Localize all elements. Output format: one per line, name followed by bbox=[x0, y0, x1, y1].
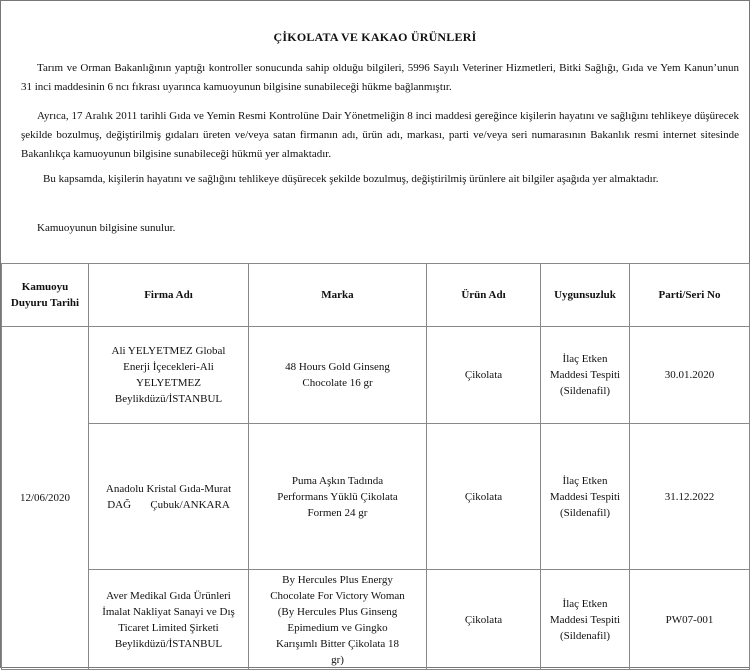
table-row bbox=[2, 424, 750, 570]
table-header-row bbox=[2, 264, 750, 327]
header-nonconformity: Uygunsuzluk bbox=[541, 264, 630, 327]
firm-cell: Aver Medikal Gıda Ürünleri İmalat Nakliyat Sanayi ve Dış Ticaret Limited Şirketi Beylikdüzü/İSTANBUL bbox=[89, 570, 249, 670]
announcement-date-cell: 12/06/2020 bbox=[2, 327, 89, 670]
firm-cell: Ali YELYETMEZ Global Enerji İçecekleri-Ali YELYETMEZ Beylikdüzü/İSTANBUL bbox=[89, 327, 249, 424]
header-announcement-date bbox=[2, 264, 89, 327]
table-row bbox=[2, 570, 750, 670]
batch-cell: PW07-001 bbox=[630, 570, 750, 670]
brand-cell: Puma Aşkın Tadında Performans Yüklü Çikolata Formen 24 gr bbox=[249, 424, 427, 570]
nonconformity-cell: İlaç Etken Maddesi Tespiti (Sildenafil) bbox=[541, 327, 630, 424]
page-title: ÇİKOLATA VE KAKAO ÜRÜNLERİ bbox=[273, 30, 477, 44]
product-cell: Çikolata bbox=[427, 424, 541, 570]
firm-cell: Anadolu Kristal Gıda-Murat DAĞ Çubuk/ANKARA bbox=[89, 424, 249, 570]
nonconformity-cell: İlaç Etken Maddesi Tespiti (Sildenafil) bbox=[541, 424, 630, 570]
intro-section bbox=[1, 1, 749, 263]
paragraph-legal-basis: Tarım ve Orman Bakanlığının yaptığı kontroller sonucunda sahip olduğu bilgileri, 5996 Sayılı Veteriner Hizmetleri, Bitki Sağlığı, Gıda ve Yem Kanun’unun 31 inci maddesinin 6 ncı fıkrası uyarınca kamuoyunun bilgisine sunabileceği hükme bağlanmıştır. bbox=[21, 62, 739, 93]
header-date-lines: Kamuoyu Duyuru Tarihi bbox=[10, 281, 80, 309]
brand-cell: By Hercules Plus Energy Chocolate For Victory Woman (By Hercules Plus Ginseng Epimedium ve Gingko Karışımlı Bitter Çikolata 18 gr) bbox=[249, 570, 427, 670]
paragraph-scope: Bu kapsamda, kişilerin hayatını ve sağlığını tehlikeye düşürecek şekilde bozulmuş, değiştirilmiş ürünlere ait bilgiler aşağıda yer almaktadır. bbox=[43, 173, 659, 185]
header-firm: Firma Adı bbox=[89, 264, 249, 327]
header-brand: Marka bbox=[249, 264, 427, 327]
nonconformity-cell: İlaç Etken Maddesi Tespiti (Sildenafil) bbox=[541, 570, 630, 670]
header-product: Ürün Adı bbox=[427, 264, 541, 327]
header-batch: Parti/Seri No bbox=[630, 264, 750, 327]
batch-cell: 31.12.2022 bbox=[630, 424, 750, 570]
paragraph-regulation: Ayrıca, 17 Aralık 2011 tarihli Gıda ve Yemin Resmi Kontrolüne Dair Yönetmeliğin 8 inci maddesi gereğince kişilerin hayatını ve sağlığını tehlikeye düşürecek şekilde bozulmuş, değiştirilmiş gıdaları üreten ve/veya satan firmanın adı, ürün adı, markası, parti ve/veya seri numarasının Bakanlık resmi internet sitesinde Bakanlıkça kamuoyunun bilgisine sunabileceği hükmü yer almaktadır. bbox=[21, 110, 739, 160]
paragraph-announcement: Kamuoyunun bilgisine sunulur. bbox=[37, 222, 176, 234]
table-row bbox=[2, 327, 750, 424]
product-cell: Çikolata bbox=[427, 327, 541, 424]
recall-table bbox=[1, 263, 750, 670]
brand-cell: 48 Hours Gold Ginseng Chocolate 16 gr bbox=[249, 327, 427, 424]
batch-cell: 30.01.2020 bbox=[630, 327, 750, 424]
product-cell: Çikolata bbox=[427, 570, 541, 670]
